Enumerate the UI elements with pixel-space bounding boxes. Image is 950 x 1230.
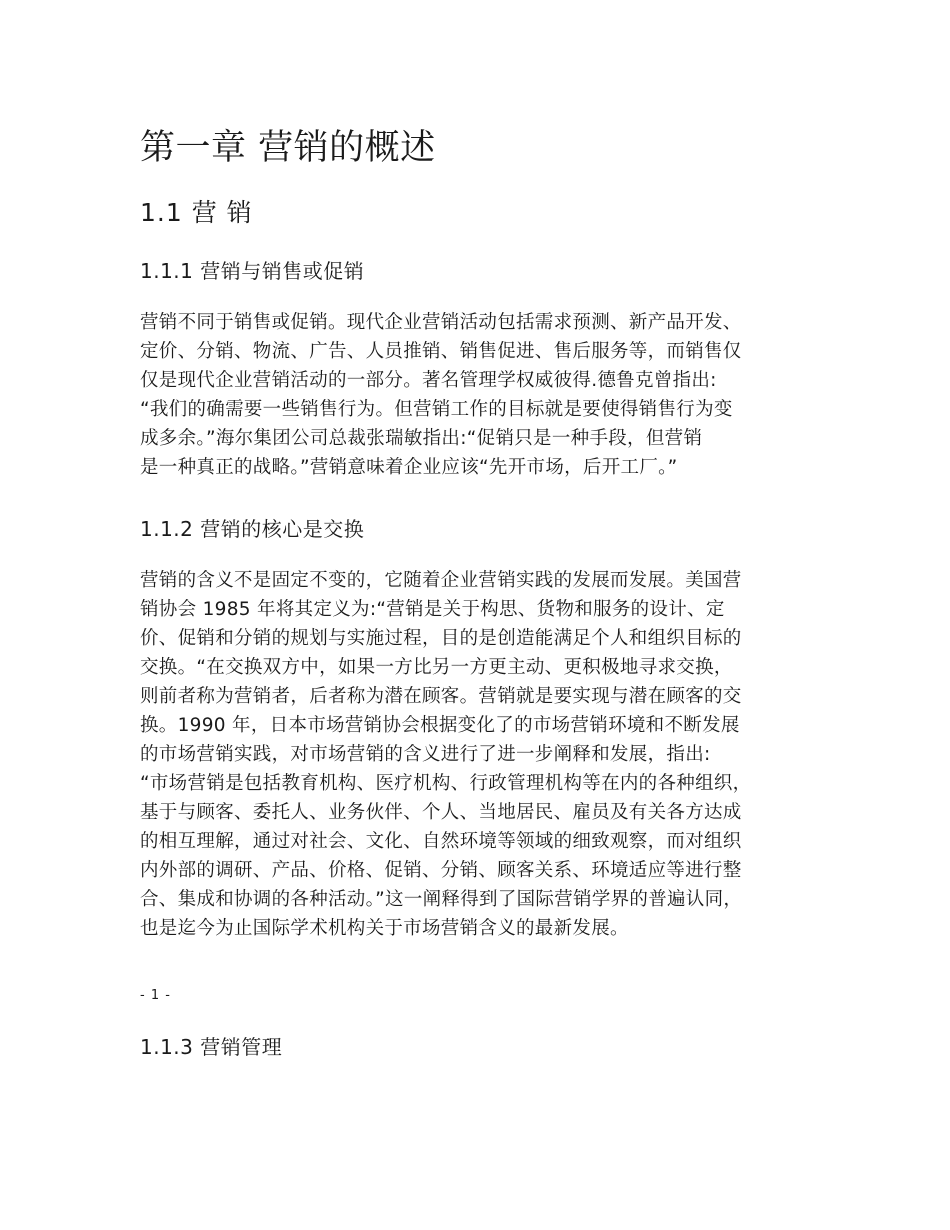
subsection-title-1-1-2: 1.1.2 营销的核心是交换 [140, 517, 365, 541]
paragraph-1-1-1 [140, 308, 840, 482]
subsection-title-1-1-1: 1.1.1 营销与销售或促销 [140, 259, 365, 283]
paragraph-line: 定价、分销、物流、广告、人员推销、销售促进、售后服务等，而销售仅 [140, 341, 742, 362]
paragraph-line: 内外部的调研、产品、价格、促销、分销、顾客关系、环境适应等进行整 [140, 860, 742, 881]
paragraph-line: 销协会 1985 年将其定义为:“营销是关于构思、货物和服务的设计、定 [140, 599, 725, 620]
paragraph-line: 价、促销和分销的规划与实施过程，目的是创造能满足个人和组织目标的 [140, 628, 742, 649]
paragraph-line: 营销不同于销售或促销。现代企业营销活动包括需求预测、新产品开发、 [140, 312, 742, 333]
paragraph-line: 的市场营销实践，对市场营销的含义进行了进一步阐释和发展，指出: [140, 744, 711, 765]
subsection-title-1-1-3: 1.1.3 营销管理 [140, 1035, 283, 1059]
paragraph-line: 是一种真正的战略。”营销意味着企业应该“先开市场，后开工厂。” [140, 457, 678, 478]
chapter-title: 第一章 营销的概述 [140, 128, 436, 168]
paragraph-line: 交换。“在交换双方中，如果一方比另一方更主动、更积极地寻求交换， [140, 657, 733, 678]
paragraph-1-1-2 [140, 566, 840, 943]
paragraph-line: “我们的确需要一些销售行为。但营销工作的目标就是要使得销售行为变 [140, 399, 733, 420]
page-number: - 1 - [140, 988, 171, 1003]
paragraph-line: 成多余。”海尔集团公司总裁张瑞敏指出:“促销只是一种手段，但营销 [140, 428, 703, 449]
paragraph-line: 的相互理解，通过对社会、文化、自然环境等领域的细致观察，而对组织 [140, 831, 742, 852]
paragraph-line: 营销的含义不是固定不变的，它随着企业营销实践的发展而发展。美国营 [140, 570, 742, 591]
section-title: 1.1 营 销 [140, 198, 253, 227]
paragraph-line: 仅是现代企业营销活动的一部分。著名管理学权威彼得.德鲁克曾指出: [140, 370, 717, 391]
paragraph-line: 也是迄今为止国际学术机构关于市场营销含义的最新发展。 [140, 918, 629, 939]
paragraph-line: “市场营销是包括教育机构、医疗机构、行政管理机构等在内的各种组织， [140, 773, 752, 794]
paragraph-line: 基于与顾客、委托人、业务伙伴、个人、当地居民、雇员及有关各方达成 [140, 802, 742, 823]
paragraph-line: 换。1990 年，日本市场营销协会根据变化了的市场营销环境和不断发展 [140, 715, 740, 736]
paragraph-line: 则前者称为营销者，后者称为潜在顾客。营销就是要实现与潜在顾客的交 [140, 686, 742, 707]
paragraph-line: 合、集成和协调的各种活动。”这一阐释得到了国际营销学界的普遍认同， [140, 889, 743, 910]
